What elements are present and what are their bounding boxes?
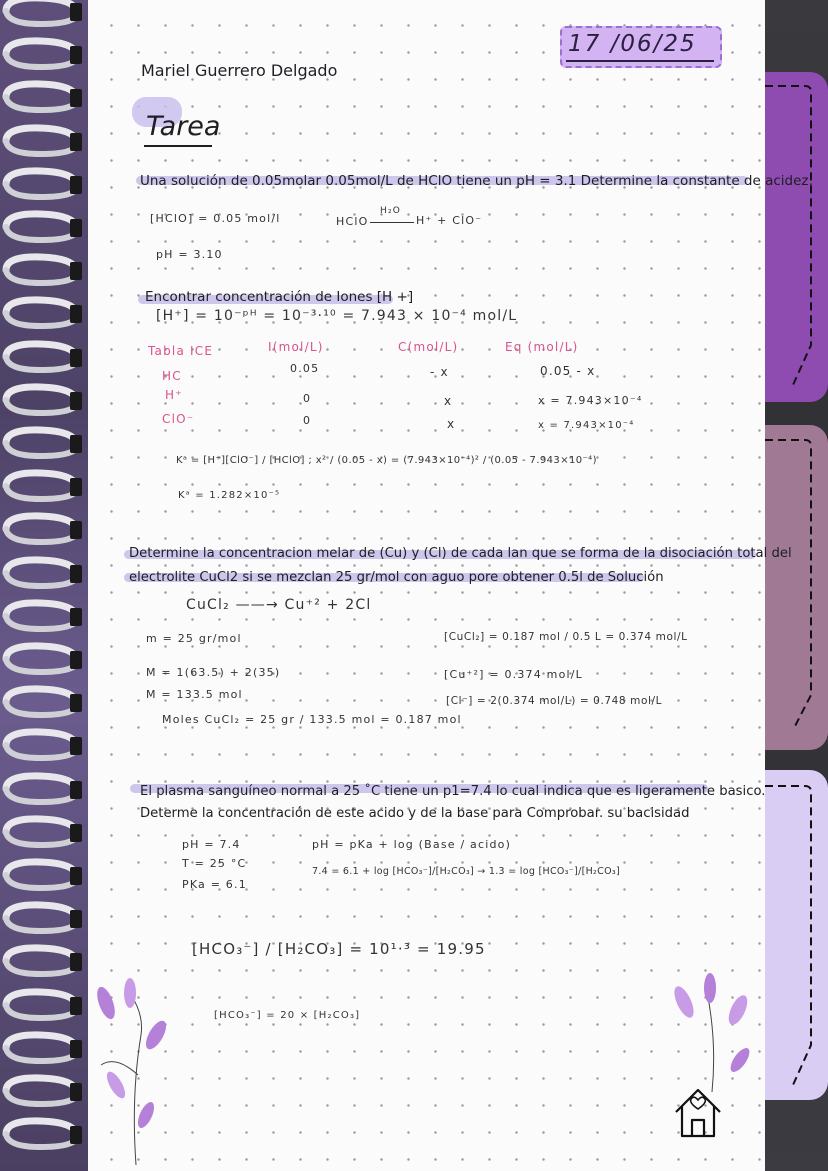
cucl2-concentration: [CuCl₂] = 0.187 mol / 0.5 L = 0.374 mol/L (444, 631, 688, 643)
spiral-ring (0, 685, 84, 719)
given-temperature: T = 25 °C (182, 857, 247, 870)
ice-change: - x (430, 365, 449, 379)
ka-expression: Kᵃ = [H⁺][ClO⁻] / [HClO] ; x² / (0.05 - x) = (7.943×10⁻⁴)² / (0.05 - 7.943×10⁻⁴) (176, 455, 597, 466)
molar-mass-calc: M = 1(63.5) + 2(35) (146, 666, 281, 679)
flower-decoration-right (662, 972, 762, 1092)
given-concentration: [HClO] = 0.05 mol/l (150, 212, 281, 225)
spiral-ring (0, 1031, 84, 1065)
spiral-ring (0, 80, 84, 114)
spiral-ring (0, 988, 84, 1022)
spiral-ring (0, 858, 84, 892)
problem2-statement-line2: electrolite CuCl2 si se mezclan 25 gr/mol con aguo pore obtener 0.5l de Solución (129, 570, 664, 585)
reaction-arrow (370, 222, 414, 223)
reaction-catalyst: H₂O (380, 206, 402, 216)
ice-table-title: Tabla ICE (148, 344, 214, 358)
flower-decoration-left (86, 975, 186, 1165)
spiral-ring (0, 383, 84, 417)
spiral-ring (0, 210, 84, 244)
ice-species: H⁺ (165, 388, 183, 402)
concentration-ratio: [HCO₃⁻] / [H₂CO₃] = 10¹·³ = 19.95 (192, 940, 486, 958)
hh-substitution: 7.4 = 6.1 + log [HCO₃⁻]/[H₂CO₃] → 1.3 = log [HCO₃⁻]/[H₂CO₃] (312, 866, 620, 877)
problem1-subheading: Encontrar concentración de Iones [H +] (145, 289, 414, 305)
problem1-statement: Una solución de 0.05molar 0.05mol/L de HClO tiene un pH = 3.1 Determine la constante de acidez: (140, 173, 814, 189)
given-ph: pH = 7.4 (182, 838, 241, 851)
spiral-ring (0, 815, 84, 849)
problem2-statement-line1: Determine la concentracion melar de (Cu) y (Cl) de cada lan que se forma de la disociación total del (129, 546, 792, 561)
author-name: Mariel Guerrero Delgado (141, 61, 338, 80)
spiral-ring (0, 901, 84, 935)
spiral-ring (0, 1074, 84, 1108)
spiral-ring (0, 0, 84, 28)
given-ph: pH = 3.10 (156, 248, 223, 261)
spiral-ring (0, 426, 84, 460)
spiral-ring (0, 124, 84, 158)
ka-result: Kᵃ = 1.282×10⁻⁵ (178, 490, 281, 501)
spiral-ring (0, 296, 84, 330)
spiral-ring (0, 944, 84, 978)
spiral-ring (0, 469, 84, 503)
henderson-hasselbalch: pH = pKa + log (Base / acido) (312, 838, 512, 851)
home-icon[interactable] (672, 1084, 724, 1140)
ice-species: ClO⁻ (162, 412, 195, 426)
given-mass: m = 25 gr/mol (146, 632, 242, 645)
spiral-ring (0, 512, 84, 546)
reaction-left: HClO (336, 215, 369, 228)
spiral-ring (0, 599, 84, 633)
ice-equilibrium: x = 7.943×10⁻⁴ (538, 394, 643, 407)
spiral-ring (0, 728, 84, 762)
ice-species: HC (162, 369, 182, 383)
ice-equilibrium: x = 7.943×10⁻⁴ (538, 420, 635, 431)
dissociation-reaction: CuCl₂ ——→ Cu⁺² + 2Cl (186, 597, 372, 613)
ice-initial: 0 (303, 392, 312, 405)
spiral-ring (0, 772, 84, 806)
page-title: Tarea (146, 111, 221, 142)
spiral-ring (0, 37, 84, 71)
date-underline (566, 60, 714, 62)
ice-col-initial: I(mol/L) (268, 340, 324, 354)
hydrogen-concentration: [H⁺] = 10⁻ᵖᴴ = 10⁻³·¹⁰ = 7.943 × 10⁻⁴ mol/L (156, 308, 518, 324)
spiral-ring (0, 340, 84, 374)
cl-concentration: [Cl⁻] = 2(0.374 mol/L) = 0.748 mol/L (446, 695, 663, 707)
ice-initial: 0 (303, 414, 312, 427)
cu-concentration: [Cu⁺²] = 0.374 mol/L (444, 668, 583, 681)
ice-col-change: C(mol/L) (398, 340, 459, 354)
spiral-ring (0, 642, 84, 676)
moles-calc: Moles CuCl₂ = 25 gr / 133.5 mol = 0.187 mol (162, 713, 462, 726)
ice-col-equilibrium: Eq (mol/L) (505, 340, 579, 354)
ice-change: x (444, 394, 453, 408)
spiral-ring (0, 167, 84, 201)
ice-change: x (447, 417, 456, 431)
problem3-statement-line1: El plasma sanguíneo normal a 25 ˚C tiene un p1=7.4 lo cual indica que es ligeramente basico. (140, 784, 766, 799)
ice-equilibrium: 0.05 - x (540, 364, 596, 378)
spiral-ring (0, 253, 84, 287)
date-text: 17 /06/25 (568, 31, 697, 57)
spiral-ring (0, 1117, 84, 1151)
title-underline (144, 145, 212, 147)
problem3-statement-line2: Determe la concentración de este acido y de la base para Comprobar. su bacisidad (140, 806, 690, 821)
given-pka: PKa = 6.1 (182, 878, 247, 891)
spiral-ring (0, 556, 84, 590)
molar-mass-result: M = 133.5 mol (146, 688, 243, 701)
reaction-right: H⁺ + ClO⁻ (416, 214, 483, 227)
ice-initial: 0.05 (290, 362, 320, 375)
final-relation: [HCO₃⁻] = 20 × [H₂CO₃] (214, 1010, 361, 1021)
